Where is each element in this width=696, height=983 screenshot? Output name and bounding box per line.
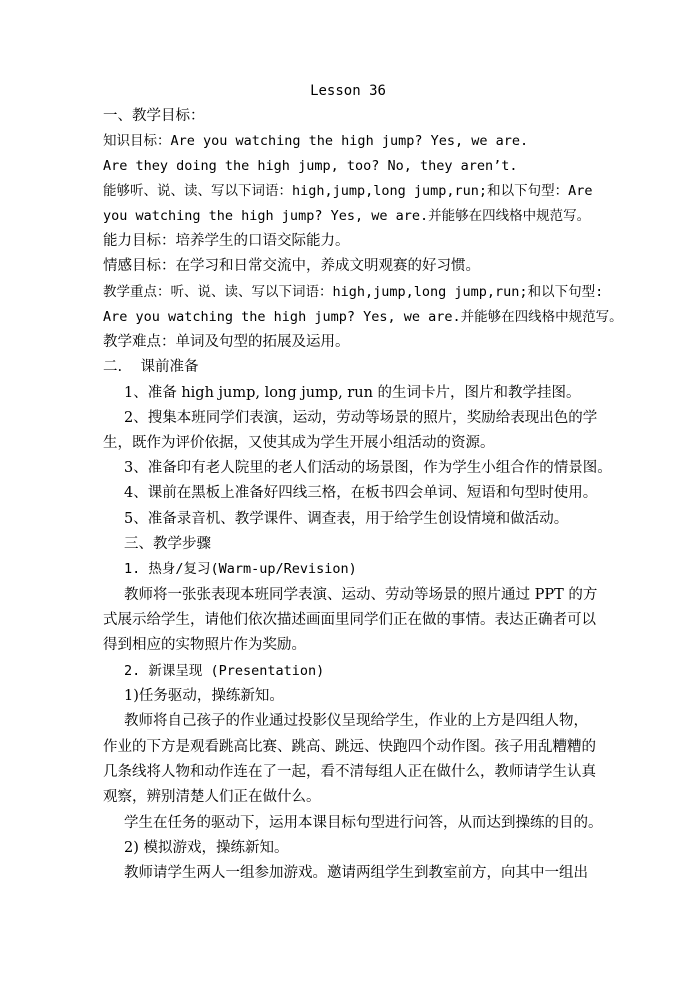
paragraph-line: 学生在任务的驱动下，运用本课目标句型进行问答，从而达到操练的目的。 (124, 815, 603, 831)
subsection-heading: 2) 模拟游戏，操练新知。 (124, 840, 289, 856)
list-item: 1、准备 high jump, long jump, run 的生词卡片，图片和教学挂图。 (124, 385, 581, 401)
section-heading-steps: 三、教学步骤 (124, 536, 211, 552)
list-item: 2、搜集本班同学们表演，运动，劳动等场景的照片，奖励给表现出色的学 (124, 410, 598, 426)
subsection-heading: 2. 新课呈现 (Presentation) (124, 663, 325, 679)
list-item: 5、准备录音机、教学课件、调查表，用于给学生创设情境和做活动。 (124, 511, 569, 527)
list-item: 3、准备印有老人院里的老人们活动的场景图，作为学生小组合作的情景图。 (124, 460, 612, 476)
paragraph-line: 教师请学生两人一组参加游戏。邀请两组学生到教室前方，向其中一组出 (124, 865, 588, 881)
text-line: 能够听、说、读、写以下词语：high,jump,long jump,run;和以下句型：Are (103, 183, 593, 199)
paragraph-line: 观察，辨别清楚人们正在做什么。 (103, 789, 321, 805)
text-line: 能力目标：培养学生的口语交际能力。 (103, 233, 350, 249)
paragraph-line: 式展示给学生，请他们依次描述画面里同学们正在做的事情。表达正确者可以 (103, 612, 596, 628)
paragraph-line: 作业的下方是观看跳高比赛、跳高、跳远、快跑四个动作图。孩子用乱糟糟的 (103, 739, 596, 755)
lesson-title: Lesson 36 (310, 83, 386, 99)
text-line: 教学重点：听、说、读、写以下词语：high,jump,long jump,run;和以下句型: (103, 284, 604, 300)
list-item: 4、课前在黑板上准备好四线三格，在板书四会单词、短语和句型时使用。 (124, 485, 598, 501)
text-line: you watching the high jump? Yes, we are.并能够在四线格中规范写。 (103, 208, 591, 224)
paragraph-line: 教师将自己孩子的作业通过投影仪呈现给学生，作业的上方是四组人物， (124, 713, 588, 729)
subsection-heading: 1. 热身/复习(Warm-up/Revision) (124, 561, 357, 577)
subsection-heading: 1)任务驱动，操练新知。 (124, 688, 284, 704)
text-line: 知识目标：Are you watching the high jump? Yes, we are. (103, 133, 529, 149)
paragraph-line: 几条线将人物和动作连在了一起，看不清每组人正在做什么，教师请学生认真 (103, 764, 596, 780)
text-line: 生，既作为评价依据，又使其成为学生开展小组活动的资源。 (103, 435, 495, 451)
text-line: 情感目标：在学习和日常交流中，养成文明观赛的好习惯。 (103, 258, 480, 274)
section-heading-objectives: 一、教学目标： (103, 108, 205, 124)
text-line: Are they doing the high jump, too? No, they aren’t. (103, 158, 518, 174)
paragraph-line: 教师将一张张表现本班同学表演、运动、劳动等场景的照片通过 PPT 的方 (124, 587, 598, 603)
paragraph-line: 得到相应的实物照片作为奖励。 (103, 637, 306, 653)
section-heading-preparation: 二. 课前准备 (103, 359, 199, 375)
text-line: Are you watching the high jump? Yes, we are.并能够在四线格中规范写。 (103, 309, 623, 325)
text-line: 教学难点：单词及句型的拓展及运用。 (103, 334, 350, 350)
